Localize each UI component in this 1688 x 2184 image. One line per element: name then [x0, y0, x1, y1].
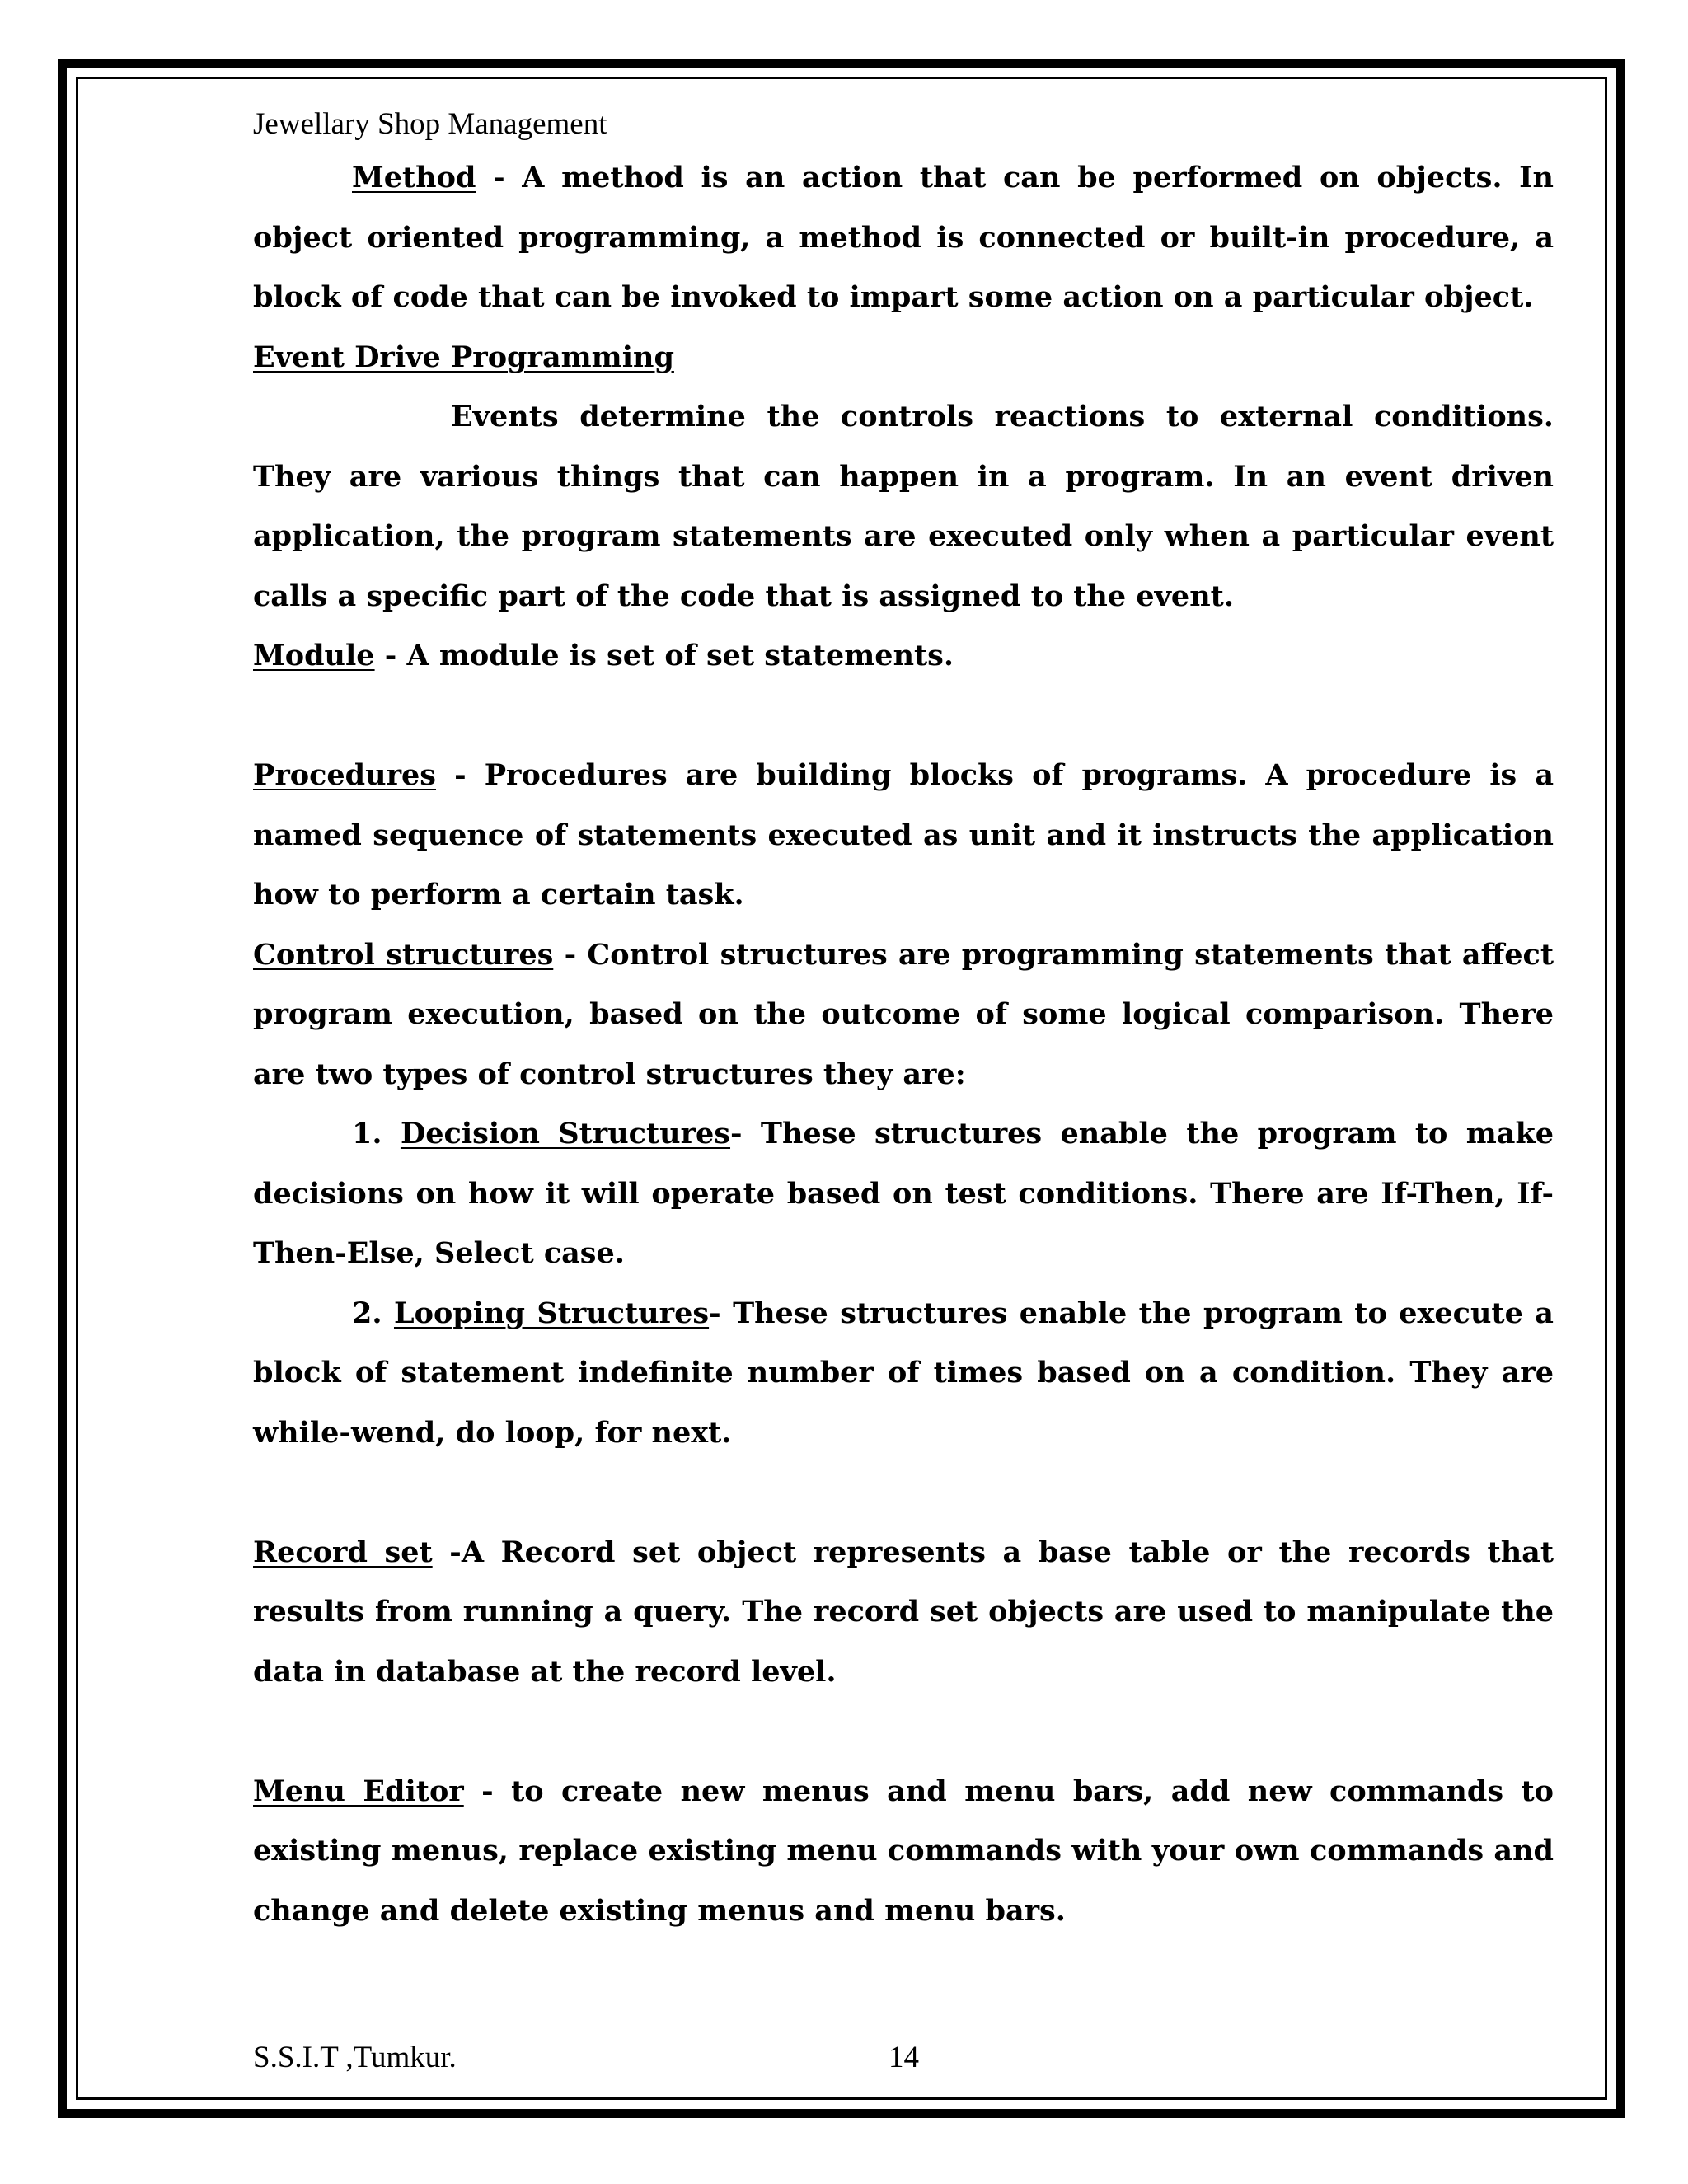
module-term: Module — [253, 639, 375, 673]
paragraph-spacer — [253, 687, 1554, 747]
module-text: - A module is set of set statements. — [374, 639, 954, 673]
event-drive-paragraph: Events determine the controls reactions to external conditions. They are various things that can happen in a program. In an event driven application, the program statements are executed only when a particular event calls a specific part of the code that is assigned to the event. — [253, 400, 1554, 613]
decision-structures-text: - These structures enable the program to make decisions on how it will operate based on test conditions. There are If-Then, If-Then-Else, Select case. — [253, 1117, 1554, 1270]
module-paragraph — [253, 626, 1554, 687]
procedures-paragraph — [253, 746, 1554, 926]
method-text: - A method is an action that can be performed on objects. In object oriented programming, a method is connected or built-in procedure, a block of code that can be invoked to impart some action on a particular object. — [253, 161, 1554, 314]
running-header: Jewellary Shop Management — [253, 107, 607, 141]
paragraph-spacer — [253, 1463, 1554, 1523]
list-number: 2. — [352, 1296, 394, 1330]
method-paragraph — [253, 148, 1554, 328]
paragraph-spacer — [253, 1702, 1554, 1762]
looping-structures-term: Looping Structures — [393, 1296, 710, 1330]
record-set-text: -A Record set object represents a base table or the records that results from running a query. The record set objects are used to manipulate the data in database at the record level. — [253, 1535, 1554, 1689]
decision-structures-term: Decision Structures — [400, 1117, 731, 1151]
menu-editor-paragraph — [253, 1762, 1554, 1942]
event-drive-heading: Event Drive Programming — [253, 340, 674, 374]
record-set-paragraph — [253, 1523, 1554, 1703]
event-drive-heading-paragraph — [253, 328, 1554, 388]
control-structures-paragraph — [253, 926, 1554, 1105]
record-set-term: Record set — [253, 1535, 433, 1569]
page-number: 14 — [889, 2041, 919, 2074]
control-structures-text: - Control structures are programming statements that affect program execution, based on the outcome of some logical comparison. There are two types of control structures they are: — [253, 937, 1554, 1091]
list-number: 1. — [352, 1117, 401, 1151]
footer-institution: S.S.I.T ,Tumkur. — [253, 2041, 457, 2074]
procedures-text: - Procedures are building blocks of programs. A procedure is a named sequence of statements executed as unit and it instructs the application how to perform a certain task. — [253, 758, 1554, 912]
control-structures-term: Control structures — [253, 937, 554, 972]
menu-editor-text: - to create new menus and menu bars, add new commands to existing menus, replace existing menu commands with your own commands and change and delete existing menus and menu bars. — [253, 1774, 1554, 1928]
looping-structures-item — [253, 1284, 1554, 1464]
decision-structures-item — [253, 1104, 1554, 1284]
document-body — [253, 148, 1554, 1941]
procedures-term: Procedures — [253, 758, 437, 792]
menu-editor-term: Menu Editor — [253, 1774, 464, 1808]
method-term: Method — [352, 161, 476, 194]
looping-structures-text: - These structures enable the program to execute a block of statement indefinite number of times based on a condition. They are while-wend, do loop, for next. — [253, 1296, 1554, 1450]
